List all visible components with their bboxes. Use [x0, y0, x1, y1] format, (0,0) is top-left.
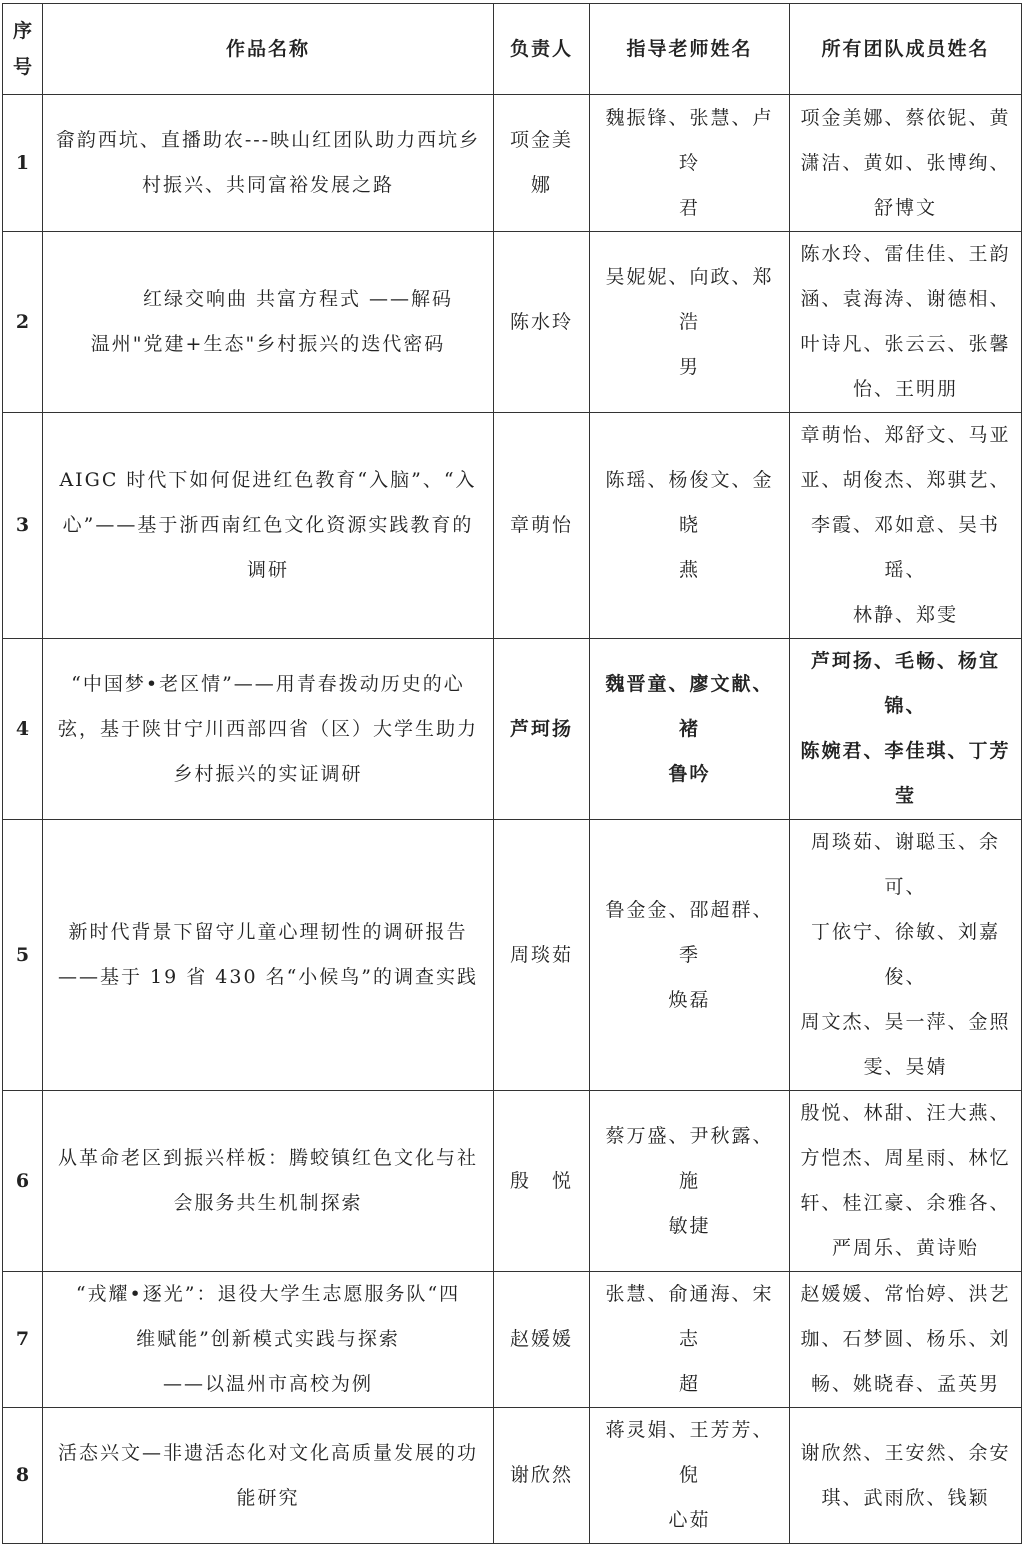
row-leader-line: 殷 悦 [509, 1169, 573, 1192]
row-title-line: 能研究 [236, 1486, 300, 1509]
row-advisors-line: 心茹 [668, 1509, 711, 1531]
row-members-line: 项金美娜、蔡依铌、黄 [800, 106, 1011, 129]
row-seq: 8 [3, 1408, 43, 1544]
row-members-line: 舒博文 [873, 196, 937, 219]
row-members [790, 1272, 1022, 1408]
row-members [790, 413, 1022, 639]
row-title [43, 639, 494, 820]
row-members-line: 芦珂扬、毛畅、杨宜锦、 [810, 650, 1000, 717]
row-members-line: 叶诗凡、张云云、张馨 [800, 333, 1011, 355]
row-advisors [590, 639, 790, 820]
row-members-line: 畅、姚晓春、孟英男 [810, 1373, 1000, 1395]
row-members-line: 赵媛媛、常怡婷、洪艺 [800, 1283, 1011, 1305]
row-members [790, 639, 1022, 820]
row-title-line: 畲韵西坑、直播助农---映山红团队助力西坑乡 [55, 129, 481, 151]
row-members-line: 方恺杰、周星雨、林忆 [800, 1147, 1011, 1169]
row-title [43, 232, 494, 413]
row-members-line: 亚、胡俊杰、郑骐艺、 [800, 469, 1011, 491]
row-title-line: 从革命老区到振兴样板：腾蛟镇红色文化与社 [57, 1147, 478, 1169]
row-advisors-line: 蔡万盛、尹秋露、施 [605, 1124, 774, 1192]
row-leader [494, 639, 590, 820]
row-members [790, 95, 1022, 232]
row-leader [494, 95, 590, 232]
row-members-line: 怡、王明朋 [852, 378, 958, 400]
row-seq: 2 [3, 232, 43, 413]
row-title-line: 会服务共生机制探索 [173, 1192, 363, 1214]
row-members-line: 殷悦、林甜、汪大燕、 [800, 1102, 1011, 1124]
row-advisors [590, 1091, 790, 1272]
header-title: 作品名称 [43, 4, 494, 95]
row-advisors-line: 君 [678, 196, 700, 219]
row-leader-line: 娜 [530, 174, 552, 196]
row-advisors [590, 232, 790, 413]
table-row [3, 413, 1022, 639]
row-seq: 7 [3, 1272, 43, 1408]
row-title-line: ——以温州市高校为例 [162, 1373, 373, 1395]
row-members-line: 莹 [894, 785, 916, 807]
table-row [3, 820, 1022, 1091]
table-row [3, 232, 1022, 413]
row-title-line: 心”——基于浙西南红色文化资源实践教育的 [62, 514, 474, 536]
row-leader-line: 周琰茹 [509, 943, 573, 966]
row-title-line: 调研 [246, 559, 289, 581]
row-title-line: 村振兴、共同富裕发展之路 [141, 174, 394, 196]
row-members-line: 李霞、邓如意、吴书瑶、 [810, 514, 1000, 581]
header-row [3, 4, 1022, 95]
table-row [3, 1408, 1022, 1544]
row-advisors [590, 413, 790, 639]
row-members-line: 章萌怡、郑舒文、马亚 [800, 424, 1011, 446]
row-members-line: 轩、桂江豪、余雅各、 [800, 1192, 1011, 1214]
row-title [43, 1091, 494, 1272]
row-leader [494, 820, 590, 1091]
row-title-line: 维赋能”创新模式实践与探索 [136, 1328, 400, 1350]
row-leader [494, 232, 590, 413]
table-row [3, 95, 1022, 232]
row-title-line: 乡村振兴的实证调研 [173, 762, 363, 785]
row-seq: 3 [3, 413, 43, 639]
row-members-line: 丁依宁、徐敏、刘嘉俊、 [810, 921, 1000, 988]
row-members [790, 820, 1022, 1091]
row-title-line: 新时代背景下留守儿童心理韧性的调研报告 [68, 921, 468, 943]
row-members [790, 1408, 1022, 1544]
row-leader [494, 1272, 590, 1408]
table-row [3, 639, 1022, 820]
row-seq: 1 [3, 95, 43, 232]
table-row [3, 1091, 1022, 1272]
row-advisors-line: 张慧、俞通海、宋志 [605, 1283, 774, 1350]
row-leader-line: 项金美 [509, 129, 573, 151]
row-title [43, 413, 494, 639]
row-members [790, 232, 1022, 413]
row-title [43, 1272, 494, 1408]
row-advisors-line: 魏晋童、廖文献、褚 [605, 672, 774, 740]
row-title-line: AIGC 时代下如何促进红色教育“入脑”、“入 [59, 469, 477, 491]
row-title-line: “戎耀•逐光”：退役大学生志愿服务队“四 [75, 1283, 461, 1305]
row-title-line: 弦，基于陕甘宁川西部四省（区）大学生助力 [57, 717, 478, 740]
row-advisors-line: 吴妮妮、向政、郑浩 [605, 265, 774, 333]
header-members: 所有团队成员姓名 [790, 4, 1022, 95]
header-advisors: 指导老师姓名 [590, 4, 790, 95]
row-title-line: ——基于 19 省 430 名“小候鸟”的调查实践 [57, 966, 479, 988]
row-title [43, 820, 494, 1091]
row-leader [494, 1408, 590, 1544]
row-members-line: 陈水玲、雷佳佳、王韵 [800, 243, 1011, 265]
row-advisors-line: 鲁金金、邵超群、季 [605, 898, 774, 966]
row-advisors-line: 超 [678, 1373, 700, 1395]
row-seq: 4 [3, 639, 43, 820]
row-members-line: 林静、郑雯 [852, 604, 958, 626]
header-leader: 负责人 [494, 4, 590, 95]
row-members-line: 陈婉君、李佳琪、丁芳 [800, 740, 1011, 762]
header-seq: 序号 [3, 4, 43, 95]
row-members-line: 潇洁、黄如、张博绚、 [800, 151, 1011, 174]
row-advisors-line: 鲁吟 [668, 762, 711, 785]
row-members-line: 珈、石梦圆、杨乐、刘 [800, 1328, 1011, 1350]
row-title [43, 1408, 494, 1544]
row-title [43, 95, 494, 232]
row-leader [494, 1091, 590, 1272]
row-members-line: 周琰茹、谢聪玉、余可、 [810, 831, 1000, 898]
row-members-line: 谢欣然、王安然、余安 [800, 1441, 1011, 1464]
row-advisors-line: 陈瑶、杨俊文、金晓 [605, 469, 774, 536]
row-advisors-line: 魏振锋、张慧、卢玲 [605, 106, 774, 174]
row-leader-line: 谢欣然 [509, 1464, 573, 1486]
row-leader-line: 芦珂扬 [509, 717, 573, 740]
row-advisors-line: 焕磊 [668, 988, 711, 1011]
row-advisors [590, 95, 790, 232]
row-members-line: 琪、武雨欣、钱颖 [821, 1486, 990, 1509]
row-title-line: “中国梦•老区情”——用青春拨动历史的心 [71, 672, 465, 695]
row-seq: 5 [3, 820, 43, 1091]
project-table [2, 3, 1022, 1544]
row-advisors-line: 蒋灵娟、王芳芳、倪 [605, 1419, 774, 1486]
row-title-line: 温州"党建+生态"乡村振兴的迭代密码 [90, 333, 446, 355]
row-leader-line: 陈水玲 [509, 310, 573, 333]
row-advisors [590, 1272, 790, 1408]
row-members-line: 雯、吴婧 [863, 1056, 948, 1078]
row-leader-line: 赵媛媛 [509, 1328, 573, 1350]
row-seq: 6 [3, 1091, 43, 1272]
row-advisors-line: 男 [678, 355, 700, 378]
row-advisors-line: 燕 [678, 559, 700, 581]
row-members-line: 周文杰、吴一萍、金照 [800, 1011, 1011, 1033]
row-advisors [590, 820, 790, 1091]
row-title-line: 红绿交响曲 共富方程式 ——解码 [142, 288, 454, 310]
row-members-line: 严周乐、黄诗贻 [831, 1237, 979, 1259]
row-leader-line: 章萌怡 [509, 514, 573, 536]
row-advisors-line: 敏捷 [668, 1214, 711, 1237]
table-row [3, 1272, 1022, 1408]
row-title-line: 活态兴文—非遗活态化对文化高质量发展的功 [57, 1441, 478, 1464]
row-leader [494, 413, 590, 639]
row-members-line: 涵、袁海涛、谢德相、 [800, 288, 1011, 310]
row-members [790, 1091, 1022, 1272]
row-advisors [590, 1408, 790, 1544]
